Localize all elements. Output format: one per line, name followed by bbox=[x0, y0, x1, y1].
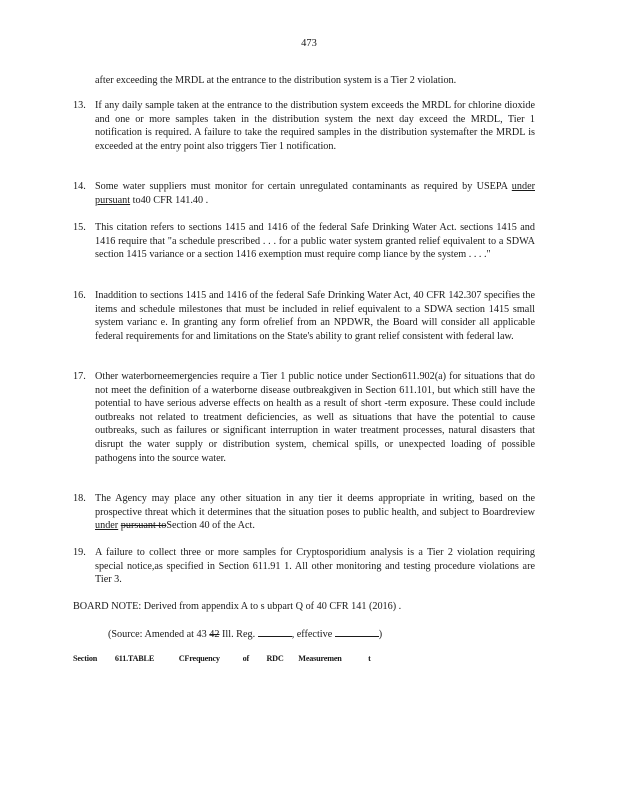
note-text: If any daily sample taken at the entrance to the distribution system exceeds the MRDL for chlorine dioxide and one or more samples taken in the distribution system the next day exceed the MRDL, Tier 1 notification is required. A failure to take the required samples in the distribution systemafter the MRDL is exceeded at the entry point also triggers Tier 1 notification. bbox=[95, 100, 535, 152]
continuation-text: after exceeding the MRDL at the entrance to the distribution system is a Tier 2 violation. bbox=[95, 75, 457, 86]
board-note: BOARD NOTE: Derived from appendix A to s ubpart Q of 40 CFR 141 (2016) . bbox=[73, 601, 402, 612]
section-title-part: t bbox=[368, 654, 371, 663]
note-number: 18. bbox=[73, 493, 86, 504]
note-text: Other waterborneemergencies require a Tier 1 public notice under Section611.902(a) for situations that do not meet the definition of a waterborne disease outbreakgiven in Section 611.101, but which still have the potential to have serious adverse effects on health as a result of short -term exposure. These could include outbreaks not related to treatment deficiencies, as well as situations that have the potential to cause outbreaks, such as failures or significant interruption in water treatment processes, natural disasters that disrupt the water supply or distribution system, chemical spills, or unexpected loading of possible pathogens into the source water. bbox=[95, 371, 535, 464]
deleted-text: pursuant to bbox=[120, 520, 167, 532]
section-title-part: CFrequency bbox=[178, 654, 220, 663]
deleted-text: 42 bbox=[209, 629, 220, 640]
note-text: Inaddition to sections 1415 and 1416 of the federal Safe Drinking Water Act, 40 CFR 142.307 specifies the items and schedule milestones that must be included in relief equivalent to a SDWA section 1415 small system varianc e. In granting any form ofrelief from an NPDWR, the Board will consider all applicable federal requirements for and limitations on the State's ability to grant relief consistent with federal law. bbox=[95, 290, 535, 342]
note-item-17 bbox=[73, 370, 535, 465]
note-number: 17. bbox=[73, 371, 86, 382]
note-text: This citation refers to sections 1415 and 1416 of the federal Safe Drinking Water Act. sections 1415 and 1416 require that "a schedule prescribed . . . for a public water system granted relief equivalent to a SDWA section 1415 variance or a section 1416 exemption must require comp liance by the system . . . ." bbox=[95, 222, 535, 261]
note-item-18 bbox=[73, 492, 535, 533]
note-text-part: to40 CFR 141.40 . bbox=[130, 194, 209, 206]
note-number: 16. bbox=[73, 290, 86, 301]
note-number: 19. bbox=[73, 547, 86, 558]
section-title-part: RDC bbox=[266, 654, 284, 663]
note-number: 13. bbox=[73, 100, 86, 111]
note-text bbox=[95, 180, 535, 207]
note-text-part: Some water suppliers must monitor for certain unregulated contaminants as required by USEPA bbox=[95, 181, 512, 192]
section-number: 611.TABLE bbox=[114, 654, 155, 663]
source-note bbox=[108, 626, 538, 642]
inserted-text: under bbox=[95, 520, 119, 532]
section-label: Section bbox=[73, 654, 98, 663]
note-item-14 bbox=[73, 180, 535, 207]
note-number: 15. bbox=[73, 222, 86, 233]
note-text-part: Section 40 of the Act. bbox=[166, 520, 255, 532]
source-prefix: (Source: Amended at 43 bbox=[108, 629, 210, 640]
note-number: 14. bbox=[73, 181, 86, 192]
source-suffix: ) bbox=[378, 629, 383, 640]
section-heading bbox=[73, 653, 543, 665]
inserted-text: under pursuant bbox=[95, 181, 535, 206]
effective-date-blank bbox=[335, 626, 379, 637]
note-text: A failure to collect three or more samples for Cryptosporidium analysis is a Tier 2 violation requiring special notice,as specified in Section 611.91 1. All other monitoring and testing procedure violations are Tier 3. bbox=[95, 547, 535, 586]
source-reg: Ill. Reg. bbox=[219, 629, 258, 640]
note-text-part: The Agency may place any other situation in any tier it deems appropriate in writing, based on the prospective threat which it determines that the situation poses to public health, and subject to Boardreview bbox=[95, 493, 535, 518]
note-item-16 bbox=[73, 289, 535, 343]
note-item-13 bbox=[73, 99, 535, 153]
register-blank bbox=[258, 626, 292, 637]
note-text bbox=[95, 492, 535, 533]
note-item-19 bbox=[73, 546, 535, 587]
source-middle: , effective bbox=[291, 629, 335, 640]
section-title-part: of bbox=[242, 654, 249, 663]
section-title-part: Measuremen bbox=[298, 654, 342, 663]
page-number: 473 bbox=[301, 38, 317, 49]
note-item-15 bbox=[73, 221, 535, 262]
